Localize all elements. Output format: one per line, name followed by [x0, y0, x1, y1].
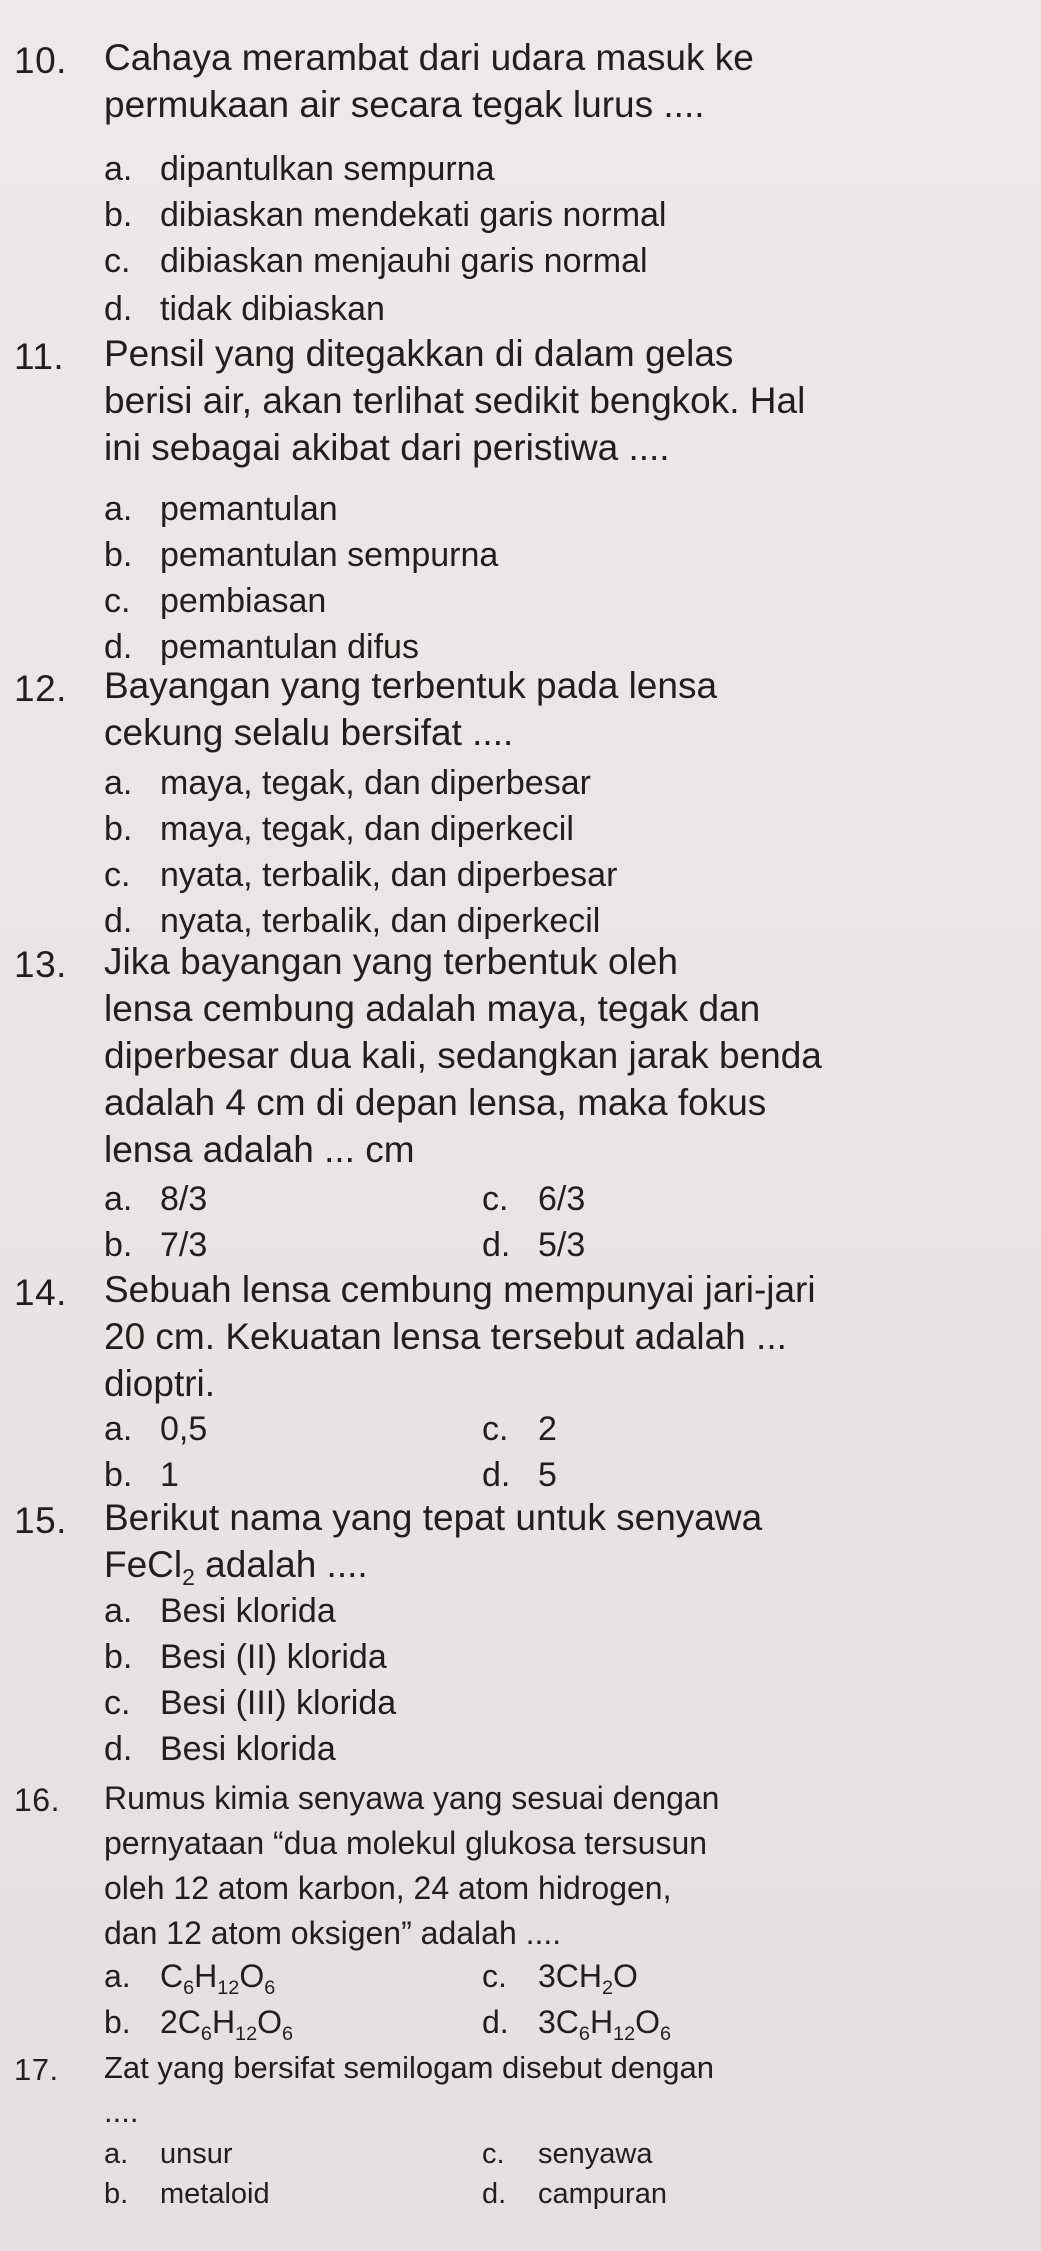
option-c: c. pembiasan [104, 582, 327, 620]
option-c: c. 2 [482, 1410, 557, 1448]
option-c: c. dibiaskan menjauhi garis normal [104, 242, 648, 280]
question-number: 16. [14, 1782, 60, 1818]
question-number: 12. [14, 668, 67, 709]
option-d: d. 5/3 [482, 1226, 586, 1264]
option-a: a. $C_6H_{12}O_6$ [104, 1958, 276, 1999]
option-c: c. $3CH_2O$ [482, 1958, 638, 1999]
option-b: b. metaloid [104, 2178, 270, 2210]
question-stem: Pensil yang ditegakkan di dalam gelas berisi air, akan terlihat sedikit bengkok. Hal ini sebagai akibat dari peristiwa .... [104, 333, 806, 468]
option-a: a. Besi klorida [104, 1592, 336, 1630]
option-c: c. Besi (III) klorida [104, 1684, 397, 1722]
option-a: a. 8/3 [104, 1180, 208, 1218]
question-number: 15. [14, 1500, 67, 1541]
question-stem: Zat yang bersifat semilogam disebut dengan .... [104, 2050, 715, 2129]
question-number: 14. [14, 1272, 67, 1313]
question-number: 10. [14, 40, 67, 81]
option-c: c. 6/3 [482, 1180, 586, 1218]
question-stem: Cahaya merambat dari udara masuk ke permukaan air secara tegak lurus .... [104, 37, 754, 125]
question-number: 17. [14, 2052, 59, 2087]
option-b: b. Besi (II) klorida [104, 1638, 387, 1676]
option-b: b. $2C_6H_{12}O_6$ [104, 2004, 294, 2045]
option-d: d. tidak dibiaskan [104, 290, 385, 328]
option-d: d. campuran [482, 2178, 667, 2210]
option-b: b. maya, tegak, dan diperkecil [104, 810, 574, 848]
option-a: a. unsur [104, 2138, 233, 2170]
option-d: d. pemantulan difus [104, 628, 419, 666]
option-d: d. 5 [482, 1456, 557, 1494]
option-d: d. Besi klorida [104, 1730, 336, 1768]
question-stem: Bayangan yang terbentuk pada lensa cekung selalu bersifat .... [104, 665, 718, 753]
question-stem: Sebuah lensa cembung mempunyai jari-jari 20 cm. Kekuatan lensa tersebut adalah ... dioptri. [104, 1269, 816, 1404]
option-d: d. $3C_6H_{12}O_6$ [482, 2004, 672, 2045]
option-a: a. maya, tegak, dan diperbesar [104, 764, 591, 802]
question-number: 11. [14, 336, 65, 377]
option-d: d. nyata, terbalik, dan diperkecil [104, 902, 601, 940]
option-c: c. nyata, terbalik, dan diperbesar [104, 856, 618, 894]
option-a: a. dipantulkan sempurna [104, 150, 495, 188]
question-stem: Jika bayangan yang terbentuk oleh lensa cembung adalah maya, tegak dan diperbesar dua kali, sedangkan jarak benda adalah 4 cm di depan lensa, maka fokus lensa adalah ... cm [104, 941, 822, 1170]
question-stem: Rumus kimia senyawa yang sesuai dengan pernyataan “dua molekul glukosa tersusun oleh 12 atom karbon, 24 atom hidrogen, dan 12 atom oksigen” adalah .... [104, 1780, 720, 1951]
option-a: a. pemantulan [104, 490, 338, 528]
option-c: c. senyawa [482, 2138, 653, 2170]
question-stem: Berikut nama yang tepat untuk senyawa FeCl$_2$ adalah .... [104, 1497, 763, 1591]
option-a: a. 0,5 [104, 1410, 208, 1448]
option-b: b. 7/3 [104, 1226, 208, 1264]
option-b: b. dibiaskan mendekati garis normal [104, 196, 667, 234]
question-number: 13. [14, 944, 67, 985]
option-b: b. pemantulan sempurna [104, 536, 499, 574]
option-b: b. 1 [104, 1456, 179, 1494]
